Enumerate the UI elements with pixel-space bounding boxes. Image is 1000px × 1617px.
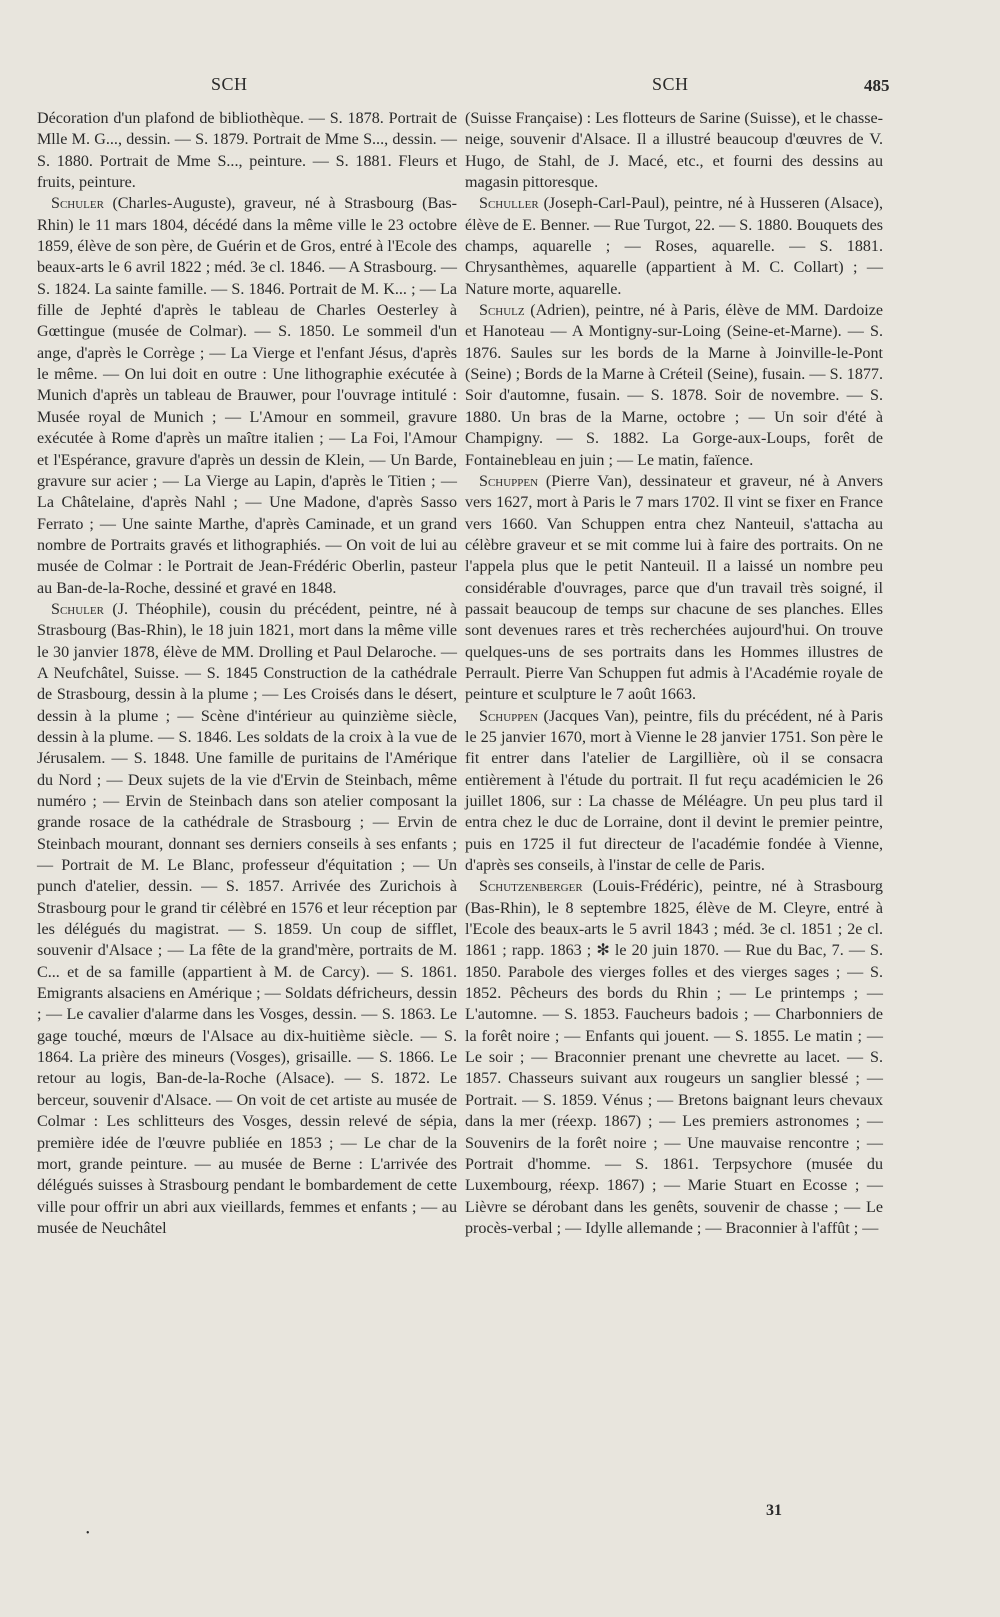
entry-continuation: Décoration d'un plafond de bibliothèque. — S. 1878. Portrait de Mlle M. G..., dessin. — S. 1879. Portrait de Mme S..., dessin. — S. 1880. Portrait de Mme S..., peinture. — S. 1881. Fleurs et fruits, peinture. — [37, 110, 457, 192]
entry-name: Schulz — [479, 302, 525, 320]
entry-name: Schuller — [479, 195, 539, 213]
entry-schuler-charles: Schuler (Charles-Auguste), graveur, né à Strasbourg (Bas-Rhin) le 11 mars 1804, décédé dans la même ville le 23 octobre 1859, élève de son père, de Guérin et de Gros, entré à l'Ecole des beaux-arts le 6 avril 1822 ; méd. 3e cl. 1846. — A Strasbourg. — S. 1824. La sainte famille. — S. 1846. Portrait de M. K... ; — La fille de Jephté d'après le tableau de Charles Oesterley à Gœttingue (musée de Colmar). — S. 1850. Le sommeil d'un ange, d'après le Corrège ; — La Vierge et l'enfant Jésus, d'après le même. — On lui doit en outre : Une lithographie exécutée à Munich d'après un tableau de Brauwer, pour l'ouvrage intitulé : Musée royal de Munich ; — L'Amour en sommeil, gravure exécutée à Rome d'après un maître italien ; — La Foi, l'Amour et l'Espérance, gravure d'après un dessin de Klein, — Un Barde, gravure sur acier ; — La Vierge au Lapin, d'après le Titien ; — La Châtelaine, d'après Nahl ; — Une Madone, d'après Sasso Ferrato ; — Une sainte Marthe, d'après Caminade, et un grand nombre de Portraits gravés et lithographiés. — On voit de lui au musée de Colmar : le Portrait de Jean-Frédéric Oberlin, pasteur au Ban-de-la-Roche, dessiné et gravé en 1848. — [37, 195, 457, 597]
right-column — [465, 108, 883, 1239]
entry-name: Schuppen — [479, 472, 539, 490]
running-head-left: SCH — [211, 74, 248, 94]
entry-schuppen-jacques: Schuppen (Jacques Van), peintre, fils du précédent, né à Paris le 25 janvier 1670, mort à Vienne le 28 janvier 1751. Son père le fit entrer dans l'atelier de Largillière, où il se consacra entièrement à l'étude du portrait. Il fut reçu académicien le 26 juillet 1806, sur : La chasse de Méléagre. Un peu plus tard il entra chez le duc de Lorraine, dont il devint le premier peintre, puis en 1725 il fut directeur de l'académie fondée à Vienne, d'après ses conseils, à l'instar de celle de Paris. — [465, 707, 883, 875]
entry-schuppen-pierre: Schuppen (Pierre Van), dessinateur et graveur, né à Anvers vers 1627, mort à Paris le 7 mars 1702. Il vint se fixer en France vers 1660. Van Schuppen entra chez Nanteuil, s'attacha au célèbre graveur et se mit comme lui à faire des portraits. On ne l'appela plus que le petit Nanteuil. Il a laissé un nombre peu considérable d'ouvrages, parce que d'un travail très soigné, il passait beaucoup de temps sur chacune de ses planches. Elles sont devenues rares et très recherchées aujourd'hui. On trouve quelques-uns de ses portraits dans les Hommes illustres de Perrault. Pierre Van Schuppen fut admis à l'Académie royale de peinture et sculpture le 7 août 1663. — [465, 472, 883, 704]
entry-schuler-theophile: Schuler (J. Théophile), cousin du précédent, peintre, né à Strasbourg (Bas-Rhin), le 18 juin 1821, mort dans la même ville le 30 janvier 1878, élève de MM. Drolling et Paul Delaroche. — A Neufchâtel, Suisse. — S. 1845 Construction de la cathédrale de Strasbourg, dessin à la plume ; — Les Croisés dans le désert, dessin à la plume ; — Scène d'intérieur au quinzième siècle, dessin à la plume. — S. 1846. Les soldats de la croix à la vue de Jérusalem. — S. 1848. Une famille de puritains de l'Amérique du Nord ; — Deux sujets de la vie d'Ervin de Steinbach, même numéro ; — Ervin de Steinbach dans son atelier composant la grande rosace de la cathédrale de Strasbourg ; — Ervin de Steinbach mourant, donnant ses derniers conseils à ses enfants ; — Portrait de M. Le Blanc, professeur d'équitation ; — Un punch d'atelier, dessin. — S. 1857. Arrivée des Zurichois à Strasbourg pour le grand tir célèbré en 1576 et leur réception par les délégués du magistrat. — S. 1859. Un coup de sifflet, souvenir d'Alsace ; — La fête de la grand'mère, portraits de M. C... et de sa famille (appartient à M. de Carcy). — S. 1861. Emigrants alsaciens en Amérique ; — Soldats défricheurs, dessin ; — Le cavalier d'alarme dans les Vosges, dessin. — S. 1863. Le gage touché, mœurs de l'Alsace au dix-huitième siècle. — S. 1864. La prière des mineurs (Vosges), grisaille. — S. 1866. Le retour au logis, Ban-de-la-Roche (Alsace). — S. 1872. Le berceur, souvenir d'Alsace. — On voit de cet artiste au musée de Colmar : Les schlitteurs des Vosges, dessin relevé de sépia, première idée de l'œuvre publiée en 1853 ; — Le char de la mort, grande peinture. — au musée de Berne : L'arrivée des délégués suisses à Strasbourg pendant le bombardement de cette ville pour offrir un abri aux vieillards, femmes et enfants ; — au musée de Neuchâtel — [37, 600, 457, 1237]
signature-mark: 31 — [766, 1502, 782, 1519]
running-head-right: SCH — [652, 74, 689, 94]
footer-mark: • — [86, 1528, 90, 1539]
entry-name: Schuppen — [479, 707, 539, 725]
entry-name: Schuler — [51, 195, 104, 213]
entry-schuller: Schuller (Joseph-Carl-Paul), peintre, né à Husseren (Alsace), élève de E. Benner. — Rue Turgot, 22. — S. 1880. Bouquets des champs, aquarelle ; — Roses, aquarelle. — S. 1881. Chrysanthèmes, aquarelle (appartient à M. C. Collart) ; — Nature morte, aquarelle. — [465, 195, 883, 298]
page-number: 485 — [864, 76, 890, 95]
entry-schutzenberger: Schutzenberger (Louis-Frédéric), peintre, né à Strasbourg (Bas-Rhin), le 8 septembre 1825, élève de M. Cleyre, entré à l'Ecole des beaux-arts le 5 avril 1843 ; méd. 3e cl. 1851 ; 2e cl. 1861 ; rapp. 1863 ; ✻ le 20 juin 1870. — Rue du Bac, 7. — S. 1850. Parabole des vierges folles et des vierges sages ; — S. 1852. Pêcheurs des bords du Rhin ; — Le printemps ; — L'automne. — S. 1853. Faucheurs badois ; — Charbonniers de la forêt noire ; — Enfants qui jouent. — S. 1855. Le matin ; — Le soir ; — Braconnier prenant une chevrette au lacet. — S. 1857. Chasseurs suivant aux rougeurs un sanglier blessé ; — Portrait. — S. 1859. Vénus ; — Bretons baignant leurs chevaux dans la mer (réexp. 1867) ; — Les premiers astronomes ; — Souvenirs de la forêt noire ; — Une mauvaise rencontre ; — Portrait d'homme. — S. 1861. Terpsychore (musée du Luxembourg, réexp. 1867) ; — Marie Stuart en Ecosse ; — Lièvre se dérobant dans les genêts, souvenir de chasse ; — Le procès-verbal ; — Idylle allemande ; — Braconnier à l'affût ; — — [465, 878, 883, 1237]
entry-name: Schutzenberger — [479, 878, 583, 896]
entry-schulz: Schulz (Adrien), peintre, né à Paris, élève de MM. Dardoize et Hanoteau — A Montigny-sur-Loing (Seine-et-Marne). — S. 1876. Saules sur les bords de la Marne à Joinville-le-Pont (Seine) ; Bords de la Marne à Créteil (Seine), fusain. — S. 1877. Soir d'automne, fusain. — S. 1878. Soir de novembre. — S. 1880. Un bras de la Marne, octobre ; — Un soir d'été à Champigny. — S. 1882. La Gorge-aux-Loups, forêt de Fontainebleau en juin ; — Le matin, faïence. — [465, 302, 883, 469]
left-column — [37, 108, 457, 1239]
entry-continuation: (Suisse Française) : Les flotteurs de Sarine (Suisse), et le chasse-neige, souvenir d'Alsace. Il a illustré beaucoup d'œuvres de V. Hugo, de Stahl, de J. Macé, etc., et fourni des dessins au magasin pittoresque. — [465, 110, 883, 192]
entry-name: Schuler — [51, 600, 104, 618]
